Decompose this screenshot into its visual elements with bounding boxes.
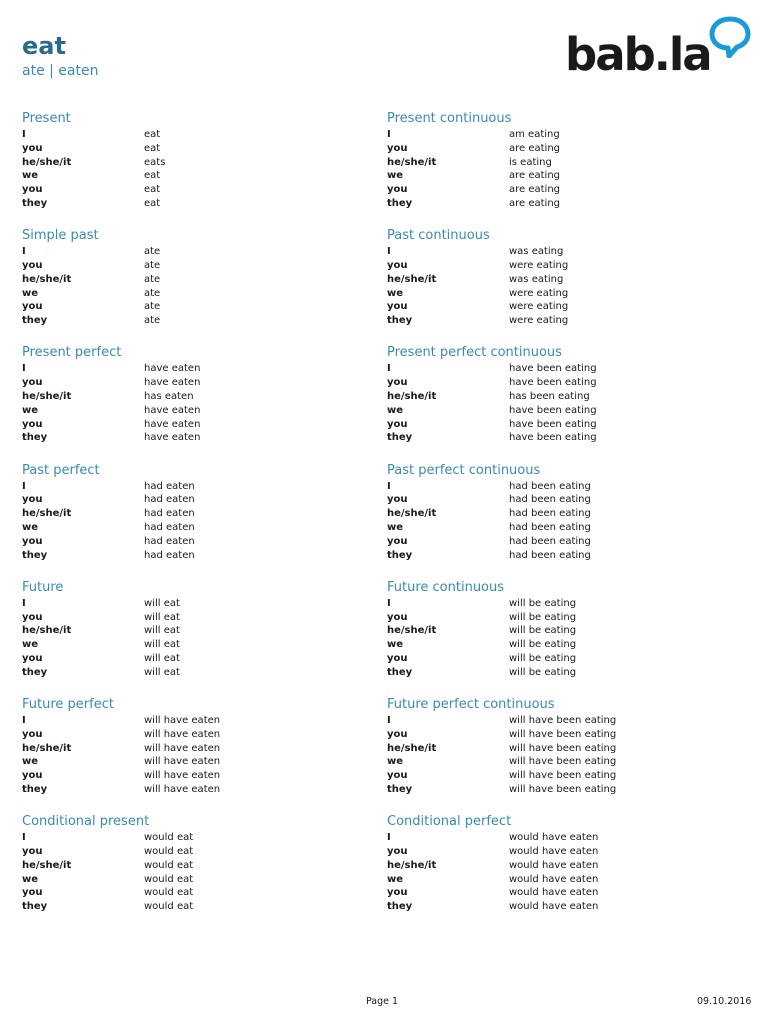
verb-form: has been eating (509, 390, 590, 402)
verb-form: will have eaten (144, 770, 221, 782)
conjugation-row (387, 714, 727, 728)
verb-form: will be eating (509, 611, 577, 623)
pronoun: he/she/it (22, 742, 72, 754)
tense-title: Conditional present (22, 814, 150, 830)
verb-form: will have eaten (144, 715, 221, 726)
pronoun: you (22, 184, 43, 196)
verb-forms: ate | eaten (22, 63, 99, 79)
pronoun: I (22, 832, 26, 844)
verb-form: will have been eating (509, 715, 617, 726)
pronoun: you (22, 611, 43, 623)
verb-form: were eating (509, 287, 569, 299)
conjugation-row (22, 245, 362, 259)
tense-section (387, 110, 727, 211)
tense-section (22, 813, 362, 914)
tense-title: Present (22, 111, 71, 126)
pronoun: we (22, 287, 39, 299)
page-number: Page 1 (366, 996, 399, 1007)
pronoun: they (387, 549, 413, 561)
pronoun: you (22, 377, 43, 389)
pronoun: they (22, 901, 48, 913)
conjugation-row (22, 431, 362, 445)
verb-form: have eaten (144, 377, 201, 389)
pronoun: he/she/it (22, 625, 72, 637)
pronoun: he/she/it (387, 156, 437, 168)
verb-form: will eat (144, 652, 180, 664)
conjugation-row (22, 597, 362, 611)
conjugation-row (22, 728, 362, 742)
pronoun: they (387, 432, 413, 444)
tense-title: Present perfect (22, 345, 122, 361)
conjugation-row (22, 142, 362, 156)
tense-section (22, 462, 362, 563)
conjugation-row (22, 859, 362, 873)
verb-form: will be eating (509, 597, 577, 609)
conjugation-row (387, 273, 727, 287)
page-header (22, 30, 98, 80)
verb-form: had eaten (144, 549, 195, 561)
verb-form: was eating (509, 273, 564, 285)
pronoun: you (387, 377, 408, 389)
tense-section (22, 579, 362, 680)
verb-form: has eaten (144, 390, 194, 402)
tense-title: Simple past (22, 228, 99, 244)
conjugation-row (22, 128, 362, 142)
conjugation-row (22, 362, 362, 376)
conjugation-row (387, 624, 727, 638)
verb-form: would have eaten (509, 845, 599, 857)
conjugation-row (22, 418, 362, 432)
pronoun: I (387, 832, 391, 844)
pronoun: you (22, 142, 43, 154)
verb-form: will be eating (509, 666, 577, 678)
pronoun: you (387, 728, 408, 740)
conjugation-row (387, 597, 727, 611)
pronoun: he/she/it (387, 273, 437, 285)
conjugation-row (387, 742, 727, 756)
verb-form: ate (144, 273, 161, 285)
conjugation-row (22, 314, 362, 328)
footer-date: 09.10.2016 (697, 996, 752, 1007)
pronoun: they (387, 901, 413, 913)
pronoun: you (387, 611, 408, 623)
conjugation-row (22, 845, 362, 859)
verb-form: are eating (509, 142, 561, 154)
pronoun: he/she/it (22, 508, 72, 520)
pronoun: you (22, 259, 43, 271)
conjugation-row (387, 418, 727, 432)
conjugation-row (387, 156, 727, 170)
conjugation-row (387, 404, 727, 418)
verb-form: have been eating (509, 363, 597, 375)
conjugation-row (22, 742, 362, 756)
verb-form: would eat (144, 901, 194, 913)
verb-form: had been eating (509, 521, 591, 533)
conjugation-row (22, 900, 362, 914)
conjugation-row (22, 183, 362, 197)
verb-form: have been eating (509, 377, 597, 389)
verb-form: will have been eating (509, 770, 617, 782)
conjugation-row (22, 638, 362, 652)
conjugation-row (22, 886, 362, 900)
conjugation-row (387, 362, 727, 376)
verb-form: had eaten (144, 521, 195, 533)
pronoun: you (22, 770, 43, 782)
verb-form: would have eaten (509, 901, 599, 913)
pronoun: you (387, 494, 408, 506)
conjugation-row (387, 535, 727, 549)
conjugation-row (387, 245, 727, 259)
conjugation-row (387, 300, 727, 314)
tense-section (387, 344, 727, 445)
verb-form: have eaten (144, 432, 201, 444)
verb-form: have been eating (509, 432, 597, 444)
pronoun: you (22, 845, 43, 857)
conjugation-row (387, 611, 727, 625)
pronoun: you (387, 259, 408, 271)
verb-form: eat (144, 129, 161, 140)
conjugation-row (22, 197, 362, 211)
tense-section (22, 696, 362, 797)
conjugation-row (22, 300, 362, 314)
verb-form: will have been eating (509, 756, 617, 768)
pronoun: we (387, 287, 404, 299)
conjugation-row (387, 183, 727, 197)
conjugation-row (22, 493, 362, 507)
pronoun: you (387, 652, 408, 664)
conjugation-row (387, 769, 727, 783)
conjugation-row (387, 652, 727, 666)
pronoun: he/she/it (22, 859, 72, 871)
verb-form: had been eating (509, 535, 591, 547)
verb-form: will have eaten (144, 728, 221, 740)
tense-title: Future continuous (387, 579, 505, 595)
pronoun: you (387, 142, 408, 154)
verb-form: is eating (509, 156, 552, 168)
conjugation-row (387, 197, 727, 211)
pronoun: he/she/it (22, 156, 72, 168)
verb-form: was eating (509, 246, 564, 258)
pronoun: they (387, 197, 413, 209)
conjugation-row (22, 480, 362, 494)
pronoun: we (22, 404, 39, 416)
verb-form: will have eaten (144, 756, 221, 768)
pronoun: they (22, 197, 48, 209)
pronoun: they (387, 315, 413, 327)
pronoun: you (387, 845, 408, 857)
pronoun: you (387, 770, 408, 782)
verb-form: would have eaten (509, 832, 599, 844)
conjugation-row (387, 376, 727, 390)
verb-form: will have eaten (144, 742, 221, 754)
conjugation-row (387, 900, 727, 914)
pronoun: he/she/it (387, 859, 437, 871)
tense-section (387, 227, 727, 328)
verb-form: would have eaten (509, 887, 599, 899)
tense-title: Conditional perfect (387, 814, 512, 830)
verb-form: would eat (144, 887, 194, 899)
conjugation-row (22, 714, 362, 728)
tense-title: Future perfect (22, 697, 114, 712)
verb-form: have been eating (509, 418, 597, 430)
pronoun: they (22, 666, 48, 678)
verb-form: will have been eating (509, 728, 617, 740)
verb-form: were eating (509, 301, 569, 313)
verb-form: will have been eating (509, 742, 617, 754)
pronoun: I (22, 129, 26, 140)
conjugation-row (22, 535, 362, 549)
verb-form: will eat (144, 666, 180, 678)
verb-form: will eat (144, 611, 180, 623)
conjugation-row (387, 728, 727, 742)
conjugation-row (22, 287, 362, 301)
tense-section (387, 462, 727, 563)
pronoun: you (22, 494, 43, 506)
pronoun: he/she/it (22, 273, 72, 285)
conjugation-row (22, 259, 362, 273)
verb-form: were eating (509, 315, 569, 327)
verb-form: eat (144, 170, 161, 182)
pronoun: he/she/it (387, 625, 437, 637)
conjugation-row (387, 755, 727, 769)
verb-form: would have eaten (509, 873, 599, 885)
tense-section (387, 813, 727, 914)
verb-form: are eating (509, 170, 561, 182)
verb-form: have eaten (144, 404, 201, 416)
conjugation-row (387, 142, 727, 156)
verb-form: eat (144, 184, 161, 196)
tense-section (387, 579, 727, 680)
verb-form: had eaten (144, 494, 195, 506)
verb-form: eats (144, 156, 166, 168)
verb-form: would eat (144, 873, 194, 885)
pronoun: we (387, 404, 404, 416)
pronoun: we (387, 756, 404, 768)
verb-form: have eaten (144, 363, 201, 375)
pronoun: I (22, 363, 26, 375)
verb-form: will eat (144, 639, 180, 651)
verb-form: would have eaten (509, 859, 599, 871)
conjugation-row (387, 886, 727, 900)
pronoun: we (387, 521, 404, 533)
pronoun: we (22, 873, 39, 885)
pronoun: they (22, 549, 48, 561)
pronoun: I (22, 715, 26, 726)
conjugation-row (387, 314, 727, 328)
conjugation-row (22, 783, 362, 797)
verb-form: ate (144, 287, 161, 299)
conjugation-row (22, 549, 362, 563)
verb-form: eat (144, 142, 161, 154)
verb-form: will have been eating (509, 783, 617, 795)
pronoun: I (387, 246, 391, 258)
conjugation-row (22, 390, 362, 404)
verb-form: eat (144, 197, 161, 209)
tense-title: Future perfect continuous (387, 697, 555, 712)
pronoun: I (387, 715, 391, 726)
tense-title: Past continuous (387, 228, 490, 244)
conjugation-row (387, 507, 727, 521)
conjugation-row (387, 783, 727, 797)
pronoun: they (22, 315, 48, 327)
verb-form: will eat (144, 597, 180, 609)
pronoun: we (22, 756, 39, 768)
conjugation-row (387, 873, 727, 887)
conjugation-row (387, 480, 727, 494)
conjugation-row (387, 493, 727, 507)
verb-form: had eaten (144, 480, 195, 492)
conjugation-row (22, 769, 362, 783)
conjugation-row (22, 507, 362, 521)
logo-text: bab.la (565, 28, 711, 81)
verb-form: had been eating (509, 508, 591, 520)
conjugation-row (387, 259, 727, 273)
pronoun: we (387, 873, 404, 885)
pronoun: he/she/it (387, 742, 437, 754)
pronoun: I (387, 363, 391, 375)
pronoun: I (387, 597, 391, 609)
speech-bubble-icon (708, 16, 752, 58)
pronoun: you (387, 301, 408, 313)
pronoun: we (22, 639, 39, 651)
verb-form: had been eating (509, 549, 591, 561)
pronoun: you (22, 418, 43, 430)
verb-form: would eat (144, 832, 194, 844)
pronoun: he/she/it (22, 390, 72, 402)
verb-form: would eat (144, 859, 194, 871)
conjugation-row (22, 169, 362, 183)
verb-form: ate (144, 259, 161, 271)
tense-title: Future (22, 579, 64, 595)
verb-form: will be eating (509, 652, 577, 664)
verb-form: ate (144, 301, 161, 313)
tense-section (22, 227, 362, 328)
conjugation-row (22, 273, 362, 287)
verb-form: were eating (509, 259, 569, 271)
pronoun: I (22, 480, 26, 492)
tense-title: Present continuous (387, 111, 512, 126)
tense-section (387, 696, 727, 797)
verb-form: had eaten (144, 508, 195, 520)
verb-form: are eating (509, 184, 561, 196)
verb-form: will be eating (509, 639, 577, 651)
conjugation-row (22, 666, 362, 680)
pronoun: you (387, 184, 408, 196)
conjugation-row (22, 376, 362, 390)
pronoun: they (22, 432, 48, 444)
verb-form: will have eaten (144, 783, 221, 795)
conjugation-row (387, 845, 727, 859)
pronoun: we (22, 521, 39, 533)
conjugation-row (22, 873, 362, 887)
pronoun: they (22, 783, 48, 795)
pronoun: we (387, 639, 404, 651)
bab-la-logo[interactable] (565, 16, 755, 82)
pronoun: you (22, 301, 43, 313)
pronoun: you (387, 887, 408, 899)
verb-form: will eat (144, 625, 180, 637)
pronoun: we (22, 170, 39, 182)
pronoun: he/she/it (387, 508, 437, 520)
conjugation-row (22, 404, 362, 418)
pronoun: I (387, 129, 391, 140)
conjugation-row (387, 431, 727, 445)
pronoun: you (387, 418, 408, 430)
pronoun: I (22, 597, 26, 609)
conjugation-row (387, 521, 727, 535)
verb-form: will be eating (509, 625, 577, 637)
conjugation-row (387, 638, 727, 652)
verb-title: eat (22, 32, 66, 60)
verb-form: ate (144, 246, 161, 258)
verb-form: have eaten (144, 418, 201, 430)
conjugation-row (387, 390, 727, 404)
conjugation-row (387, 169, 727, 183)
verb-form: would eat (144, 845, 194, 857)
conjugation-row (22, 624, 362, 638)
conjugation-row (22, 755, 362, 769)
conjugation-row (387, 128, 727, 142)
pronoun: he/she/it (387, 390, 437, 402)
conjugation-row (22, 652, 362, 666)
verb-form: are eating (509, 197, 561, 209)
pronoun: you (22, 535, 43, 547)
tense-title: Past perfect (22, 462, 100, 478)
pronoun: you (387, 535, 408, 547)
pronoun: you (22, 887, 43, 899)
verb-form: ate (144, 315, 161, 327)
conjugation-row (387, 666, 727, 680)
conjugation-row (22, 831, 362, 845)
conjugation-row (387, 287, 727, 301)
pronoun: we (387, 170, 404, 182)
pronoun: I (22, 246, 26, 258)
conjugation-row (22, 611, 362, 625)
tense-section (22, 344, 362, 445)
verb-form: had been eating (509, 494, 591, 506)
verb-form: have been eating (509, 404, 597, 416)
verb-form: had been eating (509, 480, 591, 492)
pronoun: they (387, 783, 413, 795)
pronoun: you (22, 652, 43, 664)
tense-title: Present perfect continuous (387, 345, 562, 361)
verb-form: had eaten (144, 535, 195, 547)
verb-form: am eating (509, 129, 560, 140)
conjugation-row (22, 521, 362, 535)
conjugation-row (387, 831, 727, 845)
pronoun: I (387, 480, 391, 492)
tense-title: Past perfect continuous (387, 462, 541, 478)
conjugation-row (22, 156, 362, 170)
pronoun: you (22, 728, 43, 740)
conjugation-row (387, 859, 727, 873)
tense-section (22, 110, 362, 211)
conjugation-row (387, 549, 727, 563)
pronoun: they (387, 666, 413, 678)
